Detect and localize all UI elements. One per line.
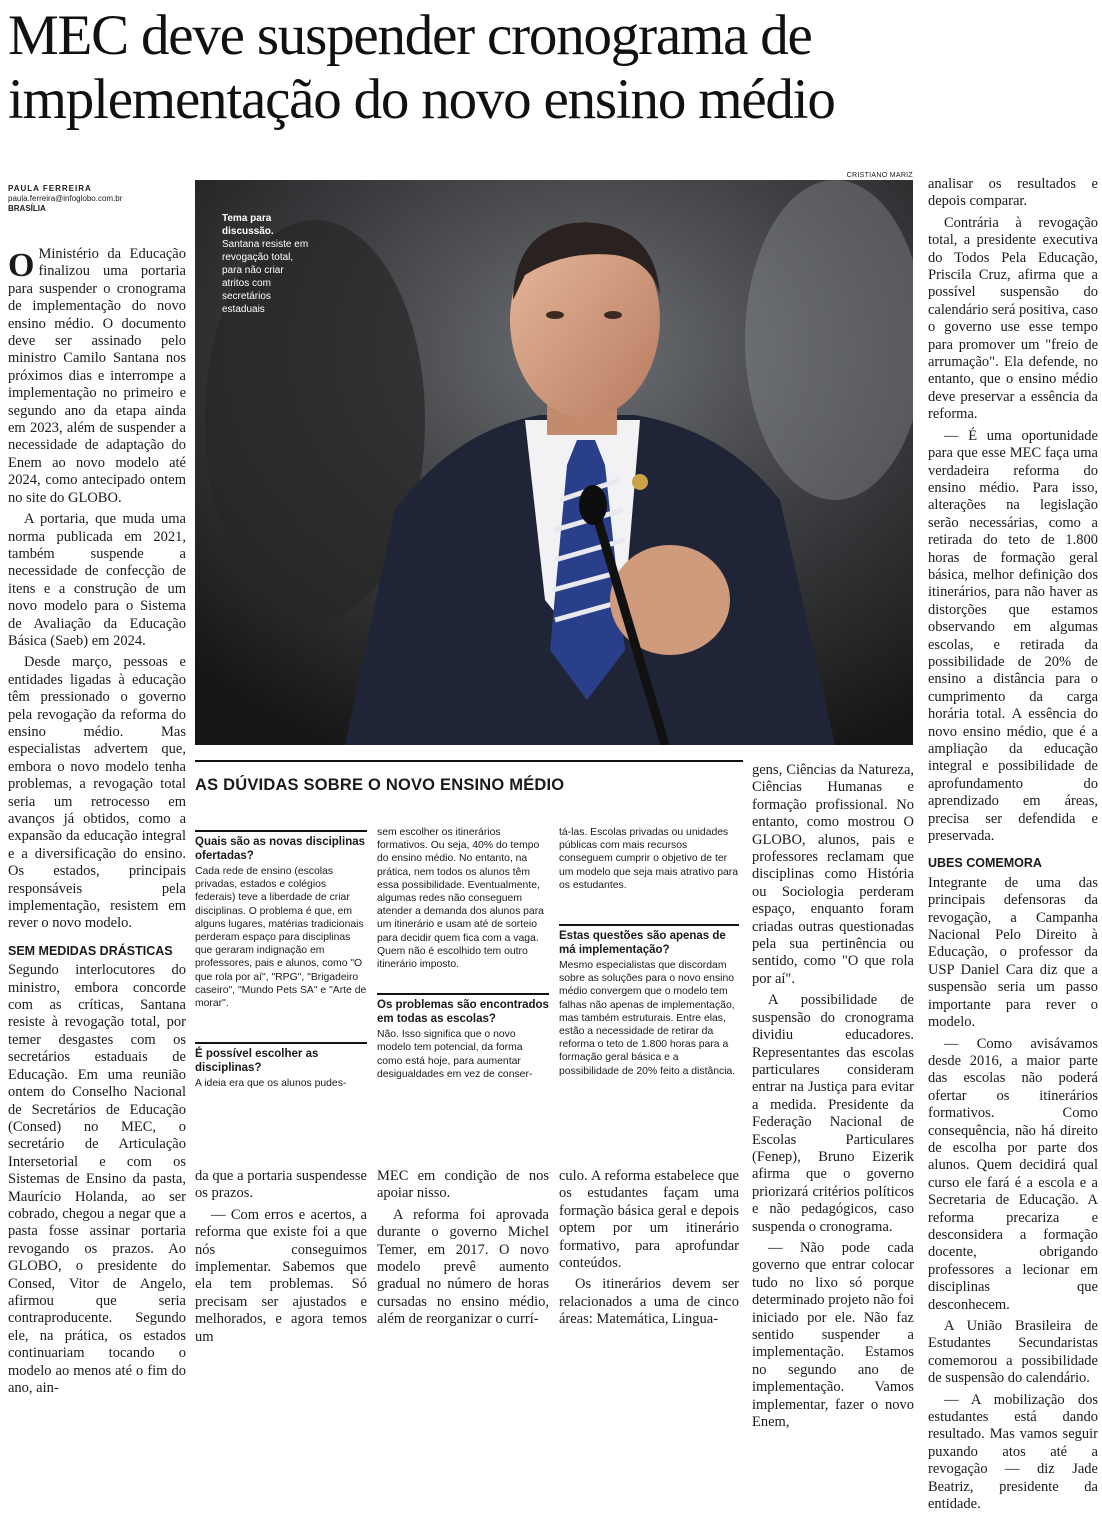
paragraph: da que a portaria suspendesse os prazos. — [195, 1168, 367, 1202]
paragraph: A reforma foi aprovada durante o governo Michel Temer, em 2017. O novo modelo prevê aumento gradual no número de horas cursadas no ensino médio, além de reorganizar o currí- — [377, 1206, 549, 1328]
faq-column-1 — [195, 822, 367, 1090]
paragraph: MEC em condição de nos apoiar nisso. — [377, 1168, 549, 1202]
subheading: UBES COMEMORA — [928, 856, 1042, 871]
caption-text: Santana resiste em revogação total, para não criar atritos com secretários estaduais — [222, 239, 309, 315]
faq-answer: sem escolher os itinerários formativos. Ou seja, 40% do tempo do ensino médio. No entanto, na prática, nem todos os alunos têm essa possibilidade. Eventualmente, algumas redes não conseguem atender a demanda dos alunos para um itinerário e usam até de sorteio para decidir quem fica com a vaga. Quem não é escolhido tem outro itinerário imposto. — [377, 827, 544, 971]
paragraph: A possibilidade de suspensão do cronograma dividiu educadores. Representantes das escolas particulares consideram entrar na Justiça para evitar a medida. Presidente da Federação Nacional de Escolas Particulares (Fenep), Bruno Eizerik afirma que o governo priorizará critérios políticos e não pedagógicos, caso suspenda o cronograma. — [752, 992, 914, 1235]
faq-column-2 — [377, 826, 549, 1081]
paragraph: Os itinerários devem ser relacionados a uma de cinco áreas: Matemática, Lingua- — [559, 1276, 739, 1328]
faq-answer: Cada rede de ensino (escolas privadas, estados e colégios federais) teve a liberdade de criar disciplinas. O problema é que, em alguns lugares, matérias tradicionais perderam espaço para disciplinas que geraram indignação em professores, pais e alunos, como "O que rola por aí", "RPG", "Brigadeiro caseiro", "Mundo Pets SA" e "Arte de morar". — [195, 866, 367, 1010]
faq-answer: Mesmo especialistas que discordam sobre as soluções para o novo ensino médio convergem que o modelo tem falhas não apenas de implementação, mas também estruturais. Entre elas, estão a necessidade de retirar da reforma o teto de 1.800 horas para a formação geral básica e a possibilidade de 20% feito a distância. — [559, 960, 736, 1077]
paragraph: analisar os resultados e depois comparar. — [928, 176, 1098, 210]
paragraph: — Como avisávamos desde 2016, a maior parte das escolas não poderá ofertar os itinerários formativos. Como consequência, não há direito de escolha por parte dos alunos. Quem decidirá qual curso ele fará é a escola e a Secretaria de Educação. A reforma precariza e desconsidera a formação docente, obrigando professores a lecionar em disciplinas que desconhecem. — [928, 1035, 1098, 1313]
column-5 — [752, 762, 914, 1435]
byline — [8, 184, 188, 214]
paragraph: Integrante de uma das principais defensoras da revogação, a Campanha Nacional Pelo Direito à Educação, o professor da USP Daniel Cara diz que a suspensão seria um passo importante para rever o modelo. — [928, 874, 1098, 1031]
paragraph: Contrária à revogação total, a presidente executiva do Todos Pela Educação, Priscila Cruz, afirma que a possível suspensão do calendário será positiva, caso o governo use esse tempo para promover um "freio de arrumação". Ela defende, no entanto, que o ensino médio deve preservar a essência da reforma. — [928, 214, 1098, 423]
column-6 — [928, 176, 1098, 1517]
faq-question: Os problemas são encontrados em todas as escolas? — [377, 993, 549, 1026]
column-2 — [195, 1168, 367, 1350]
photo-credit: CRISTIANO MARIZ — [846, 172, 913, 179]
faq-answer: A ideia era que os alunos pudes- — [195, 1078, 347, 1090]
subheading: SEM MEDIDAS DRÁSTICAS — [8, 943, 173, 958]
paragraph: A portaria, que muda uma norma publicada em 2021, também suspende a necessidade de confecção de itens e a construção de um novo modelo para o Sistema de Avaliação da Educação Básica (Saeb) em 2024. — [8, 511, 186, 649]
paragraph: A União Brasileira de Estudantes Secundaristas comemorou a possibilidade de suspensão do calendário. — [928, 1318, 1098, 1387]
caption-title: Tema para discussão. — [222, 213, 274, 237]
column-4 — [559, 1168, 739, 1333]
headline: MEC deve suspender cronograma de implementação do novo ensino médio — [8, 4, 835, 131]
faq-title: AS DÚVIDAS SOBRE O NOVO ENSINO MÉDIO — [195, 776, 565, 794]
faq-question: Quais são as novas disciplinas ofertadas? — [195, 830, 367, 863]
faq-column-3 — [559, 826, 739, 1078]
dateline: BRASÍLIA — [8, 204, 46, 213]
paragraph: — Não pode cada governo que entrar colocar tudo no lixo só porque determinado projeto não foi iniciado por ele. Não faz sentido suspender a implementação. Estamos no segundo ano de implementação. Vamos implementar, fazer o novo Enem, — [752, 1239, 914, 1431]
faq-answer: Não. Isso significa que o novo modelo tem potencial, da forma como está hoje, para aumentar desigualdades em vez de conser- — [377, 1029, 533, 1080]
paragraph: — É uma oportunidade para que esse MEC faça uma verdadeira reforma do ensino médio. Para isso, alterações na legislação serão necessárias, como a retirada do teto de 1.800 horas de formação geral básica, melhor definição dos itinerários, para não haver as distorções que estamos observando em algumas escolas, e retirada da possibilidade de 20% de ensino a distância para o cumprimento da carga horária total. A essência do novo ensino médio, que é a ampliação da educação integral e possibilidade de aprofundamento do aprendizado em áreas, precisa ser defendida e preservada. — [928, 427, 1098, 845]
column-3 — [377, 1168, 549, 1333]
paragraph: — A mobilização dos estudantes está dando resultado. Mas vamos seguir puxando atos até a revogação — diz Jade Beatriz, presidente da entidade. — [928, 1391, 1098, 1513]
paragraph: gens, Ciências da Natureza, Ciências Humanas e formação profissional. No entanto, como mostrou O GLOBO, alunos, pais e professores reclamam que disciplinas como História ou Sociologia perderam espaço, enquanto foram criadas outras questionadas pela sua pertinência ou sentido, como "O que rola por aí". — [752, 762, 914, 987]
faq-answer: tá-las. Escolas privadas ou unidades públicas com mais recursos conseguem cumprir o objetivo de ter um modelo que seja mais atrativo para os estudantes. — [559, 827, 739, 891]
author-email[interactable]: paula.ferreira@infoglobo.com.br — [8, 194, 123, 203]
paragraph: Desde março, pessoas e entidades ligadas à educação têm pressionado o governo pela revogação da reforma do ensino médio. Mas especialistas advertem que, embora o novo modelo tenha problemas, a revogação total seria um retrocesso em avanços já obtidos, como a expansão da educação integral e a diversificação do ensino. Os estados, principais responsáveis pela implementação, resistem em rever o novo modelo. — [8, 654, 186, 932]
faq-question: Estas questões são apenas de má implementação? — [559, 924, 739, 957]
column-1 — [8, 246, 186, 1401]
lead-paragraph: O Ministério da Educação finalizou uma portaria para suspender o cronograma de implementação do novo ensino médio. O documento deve ser assinado pelo ministro Camilo Santana nos próximos dias e interrompe a implementação no primeiro e segundo ano da etapa ainda em 2023, além de suspender a necessidade de adaptação do Enem ao novo modelo até 2024, como antecipado ontem no site do GLOBO. — [8, 246, 186, 506]
faq-question: É possível escolher as disciplinas? — [195, 1042, 367, 1075]
author-name: PAULA FERREIRA — [8, 184, 92, 193]
paragraph: — Com erros e acertos, a reforma que existe foi a que nós conseguimos implementar. Sabemos que ela tem problemas. Só precisam ser ajustados e melhorados, e agora temos um — [195, 1206, 367, 1345]
photo-caption — [222, 212, 312, 316]
drop-cap: O — [8, 247, 35, 284]
paragraph: culo. A reforma estabelece que os estudantes façam uma formação básica geral e depois optem por um itinerário formativo, para aprofundar conteúdos. — [559, 1168, 739, 1272]
paragraph: Segundo interlocutores do ministro, embora concorde com as críticas, Santana resiste à revogação total, por temer desgastes com os secretários estaduais de Educação. Em uma reunião ontem do Conselho Nacional de Secretários de Educação (Consed) no MEC, o secretário de Articulação Intersetorial e com os Sistemas de Ensino da pasta, Maurício Holanda, ao ser cobrado, chegou a negar que a pasta fosse assinar portaria revogando os prazos. Ao GLOBO, o presidente do Consed, Vitor de Angelo, afirmou que seria contraproducente. Segundo ele, na prática, os estados continuariam tocando o modelo ao menos até o fim do ano, ain- — [8, 962, 186, 1396]
